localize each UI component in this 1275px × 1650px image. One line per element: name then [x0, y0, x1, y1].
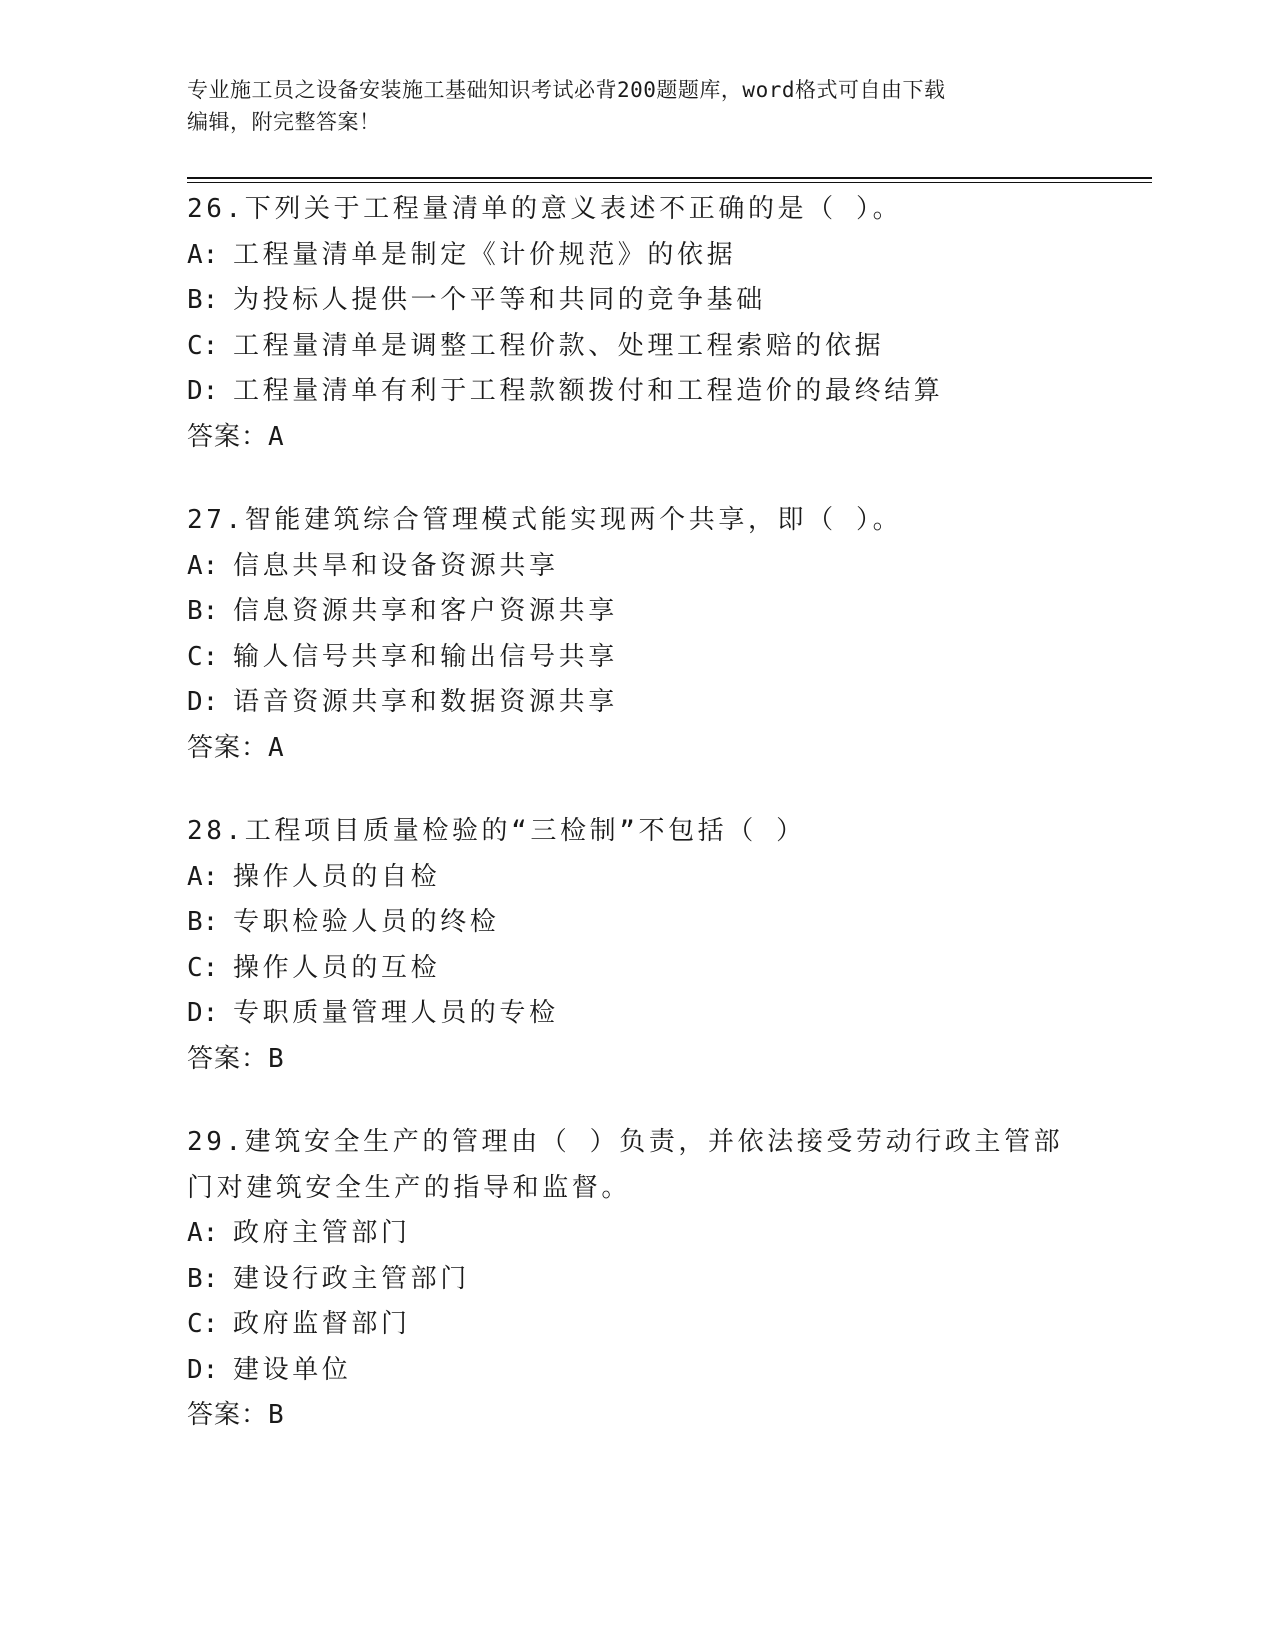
question-item	[187, 187, 1087, 460]
option-d	[187, 991, 1087, 1037]
question-list	[187, 187, 1087, 1477]
option-a	[187, 855, 1087, 901]
answer-line	[187, 1037, 1087, 1083]
option-a	[187, 544, 1087, 590]
option-text: 操作人员的互检	[233, 952, 441, 983]
answer-line	[187, 726, 1087, 772]
answer-line	[187, 1393, 1087, 1439]
option-text: 操作人员的自检	[233, 861, 441, 892]
option-text: 信息共旱和设备资源共享	[233, 550, 559, 581]
option-d	[187, 1348, 1087, 1394]
option-text: 专职质量管理人员的专检	[233, 998, 559, 1028]
answer-line	[187, 415, 1087, 461]
option-letter: D:	[187, 998, 219, 1028]
document-header	[187, 74, 1087, 138]
answer-label: 答案：	[187, 421, 269, 452]
header-title-line-1: 专业施工员之设备安装施工基础知识考试必背200题题库，word格式可自由下载	[187, 78, 946, 102]
option-d	[187, 680, 1087, 726]
option-b	[187, 278, 1087, 324]
option-text: 专职检验人员的终检	[233, 907, 500, 937]
option-text: 建设单位	[233, 1354, 352, 1385]
option-a	[187, 233, 1087, 279]
option-letter: A:	[187, 1218, 219, 1248]
answer-value: A	[268, 732, 284, 763]
option-b	[187, 589, 1087, 635]
question-item	[187, 498, 1087, 771]
answer-label: 答案：	[187, 732, 269, 763]
option-letter: D:	[187, 687, 219, 717]
option-c	[187, 946, 1087, 992]
question-stem: 26.下列关于工程量清单的意义表述不正确的是（ ）。	[187, 194, 903, 224]
option-c	[187, 635, 1087, 681]
question-item	[187, 1120, 1087, 1439]
question-stem: 28.工程项目质量检验的“三检制”不包括（ ）	[187, 816, 806, 846]
option-letter: D:	[187, 376, 219, 406]
option-letter: B:	[187, 1263, 219, 1294]
header-divider-thin	[187, 182, 1152, 183]
option-letter: C:	[187, 1309, 219, 1339]
option-letter: C:	[187, 330, 219, 361]
header-divider-thick	[187, 177, 1152, 179]
question-stem: 27.智能建筑综合管理模式能实现两个共享，即（ ）。	[187, 505, 903, 535]
option-text: 输人信号共享和输出信号共享	[233, 641, 618, 672]
option-text: 建设行政主管部门	[233, 1263, 470, 1294]
header-title-line-2: 编辑，附完整答案！	[187, 110, 381, 134]
option-letter: B:	[187, 907, 219, 937]
option-b	[187, 1257, 1087, 1303]
option-c	[187, 324, 1087, 370]
question-item	[187, 809, 1087, 1082]
option-c	[187, 1302, 1087, 1348]
question-stem: 29.建筑安全生产的管理由（ ）负责，并依法接受劳动行政主管部门对建筑安全生产的指导和监督。	[187, 1127, 1064, 1203]
option-text: 工程量清单是制定《计价规范》的依据	[233, 239, 737, 270]
option-letter: B:	[187, 285, 219, 315]
option-text: 政府主管部门	[233, 1218, 411, 1248]
answer-value: B	[268, 1043, 284, 1074]
answer-value: A	[268, 421, 284, 452]
answer-label: 答案：	[187, 1043, 269, 1074]
answer-label: 答案：	[187, 1400, 269, 1430]
option-letter: D:	[187, 1354, 219, 1385]
option-letter: A:	[187, 239, 219, 270]
option-letter: C:	[187, 641, 219, 672]
answer-value: B	[268, 1400, 284, 1430]
option-letter: B:	[187, 596, 219, 626]
option-text: 为投标人提供一个平等和共同的竞争基础	[233, 285, 766, 315]
option-text: 工程量清单是调整工程价款、处理工程索赔的依据	[233, 330, 885, 361]
option-letter: C:	[187, 952, 219, 983]
option-d	[187, 369, 1087, 415]
option-text: 语音资源共享和数据资源共享	[233, 687, 618, 717]
option-b	[187, 900, 1087, 946]
option-letter: A:	[187, 861, 219, 892]
option-letter: A:	[187, 550, 219, 581]
option-text: 信息资源共享和客户资源共享	[233, 596, 618, 626]
option-text: 政府监督部门	[233, 1309, 411, 1339]
option-a	[187, 1211, 1087, 1257]
option-text: 工程量清单有利于工程款额拨付和工程造价的最终结算	[233, 376, 944, 406]
